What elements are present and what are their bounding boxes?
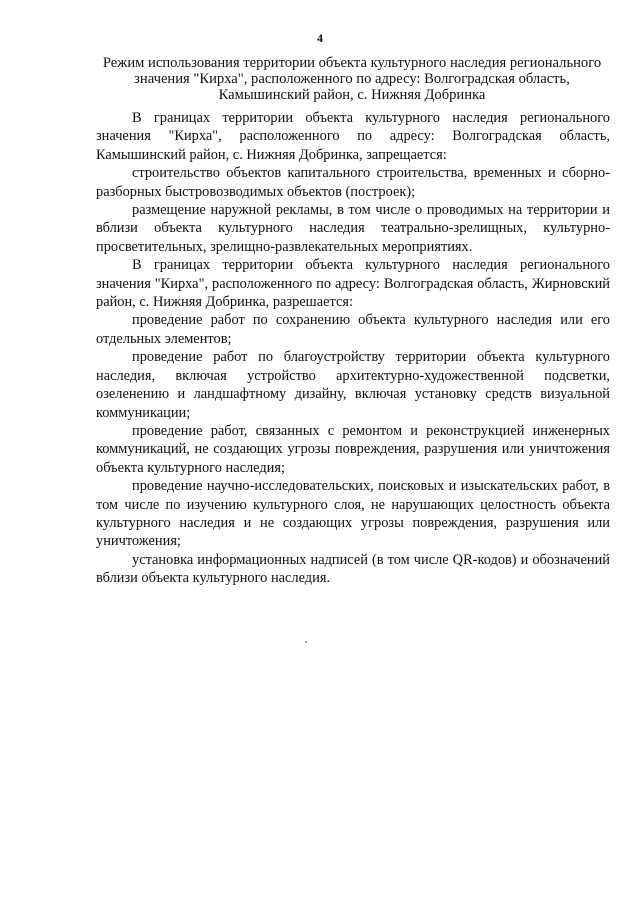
paragraph-prohibited-construction: строительство объектов капитального строительства, временных и сборно-разборных быстровозводимых объектов (построек); [96,165,610,200]
document-body [96,109,610,588]
paragraph-permitted-research: проведение научно-исследовательских, поисковых и изыскательских работ, в том числе по изучению культурного слоя, не нарушающих целостность объекта культурного наследия и не создающих угрозы повреждения, разрушения или уничтожения; [96,478,610,550]
paragraph-prohibited-advertising: размещение наружной рекламы, в том числе о проводимых на территории и вблизи объекта культурного наследия театрально-зрелищных, культурно-просветительных, зрелищно-развлекательных мероприятиях. [96,202,610,255]
scan-artifact-dot [305,641,307,643]
paragraph-prohibited-intro: В границах территории объекта культурного наследия регионального значения "Кирха", расположенного по адресу: Волгоградская область, Камышинский район, с. Нижняя Добринка, запрещается: [96,110,610,163]
paragraph-permitted-landscaping: проведение работ по благоустройству территории объекта культурного наследия, включая устройство архитектурно-художественной подсветки, озеленению и ландшафтному дизайну, включая установку средств визуальной коммуникации; [96,349,610,421]
paragraph-permitted-utilities: проведение работ, связанных с ремонтом и реконструкцией инженерных коммуникаций, не создающих угрозы повреждения, разрушения или уничтожения объекта культурного наследия; [96,422,610,476]
page-number: 4 [317,31,323,45]
document-title: Режим использования территории объекта культурного наследия регионального значения "Кирха", расположенного по адресу: Волгоградская область, Камышинский район, с. Нижняя Добринка [102,55,602,103]
paragraph-permitted-preservation: проведение работ по сохранению объекта культурного наследия или его отдельных элементов; [96,312,610,347]
paragraph-permitted-signage: установка информационных надписей (в том числе QR-кодов) и обозначений вблизи объекта культурного наследия. [96,551,610,587]
paragraph-permitted-intro: В границах территории объекта культурного наследия регионального значения "Кирха", расположенного по адресу: Волгоградская область, Жирновский район, с. Нижняя Добринка, разрешается: [96,257,610,311]
